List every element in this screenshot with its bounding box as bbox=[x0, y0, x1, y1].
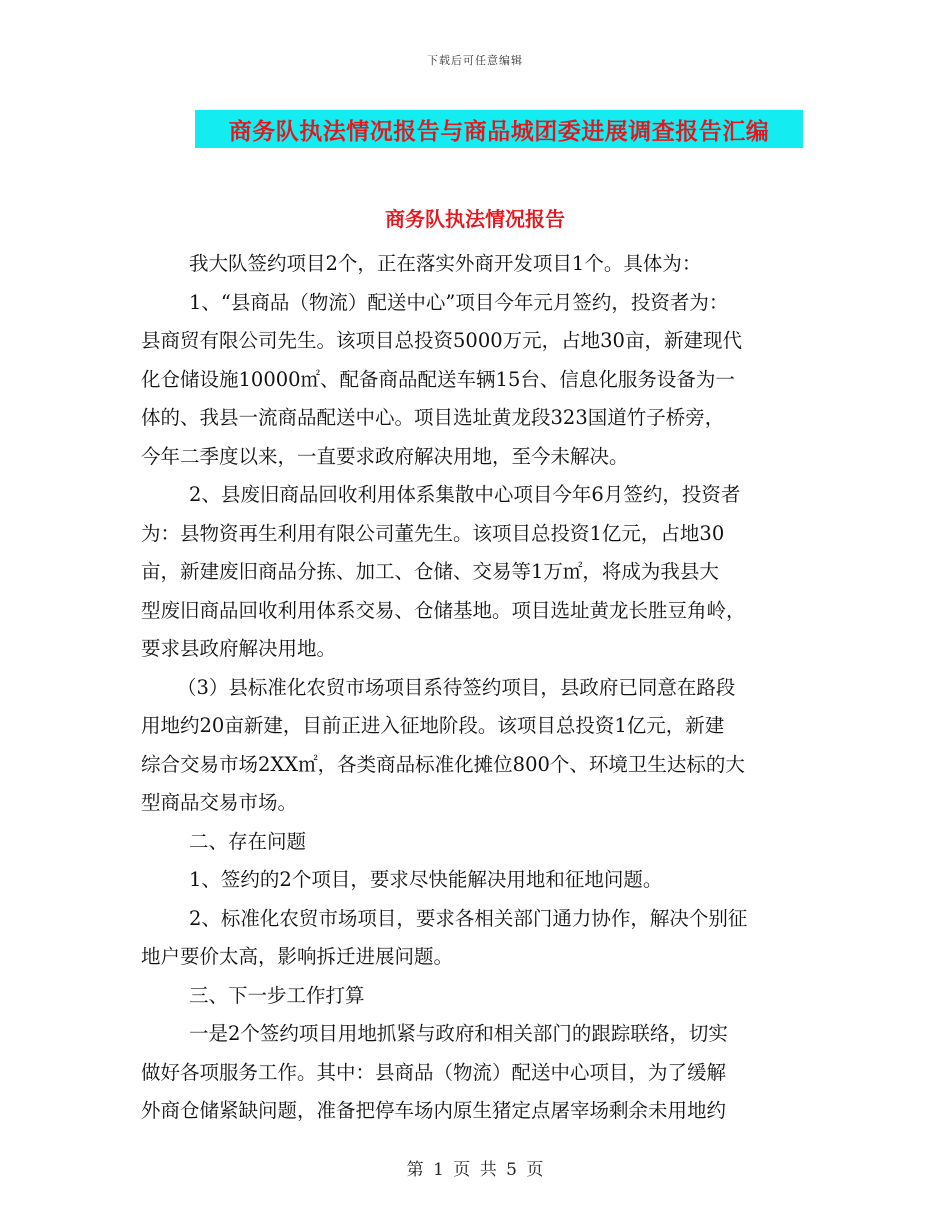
body-line: 综合交易市场2XX㎡，各类商品标准化摊位800个、环境卫生达标的大 bbox=[141, 752, 745, 776]
body-line: 亩，新建废旧商品分拣、加工、仓储、交易等1万㎡，将成为我县大 bbox=[141, 560, 719, 583]
body-line: 型商品交易市场。 bbox=[141, 791, 298, 814]
body-line: 县商贸有限公司先生。该项目总投资5000万元，占地30亩，新建现代 bbox=[141, 329, 742, 352]
page-header-note: 下载后可任意编辑 bbox=[427, 54, 523, 67]
body-line: 1、签约的2个项目，要求尽快能解决用地和征地问题。 bbox=[189, 868, 663, 891]
body-line: 化仓储设施10000㎡、配备商品配送车辆15台、信息化服务设备为一 bbox=[141, 367, 735, 391]
body-line: 我大队签约项目2个，正在落实外商开发项目1个。具体为： bbox=[189, 252, 702, 275]
body-line: 2、标准化农贸市场项目，要求各相关部门通力协作，解决个别征 bbox=[189, 906, 748, 930]
body-line: 用地约20亩新建，目前正进入征地阶段。该项目总投资1亿元，新建 bbox=[141, 714, 725, 737]
body-line: 一是2个签约项目用地抓紧与政府和相关部门的跟踪联络，切实 bbox=[189, 1022, 728, 1045]
body-line: 要求县政府解决用地。 bbox=[141, 637, 337, 660]
main-title: 商务队执法情况报告与商品城团委进展调查报告汇编 bbox=[228, 118, 770, 145]
body-line: 地户要价太高，影响拆迁进展问题。 bbox=[141, 945, 454, 968]
body-line: 2、县废旧商品回收利用体系集散中心项目今年6月签约，投资者 bbox=[189, 483, 741, 506]
main-title-highlight bbox=[195, 110, 803, 148]
page-number: 第 1 页 共 5 页 bbox=[406, 1160, 544, 1180]
body-line: 做好各项服务工作。其中：县商品（物流）配送中心项目，为了缓解 bbox=[141, 1060, 727, 1084]
body-line: 为：县物资再生利用有限公司董先生。该项目总投资1亿元，占地30 bbox=[141, 521, 725, 545]
body-line: 型废旧商品回收利用体系交易、仓储基地。项目选址黄龙长胜豆角岭， bbox=[141, 598, 746, 622]
body-line: 外商仓储紧缺问题，准备把停车场内原生猪定点屠宰场剩余未用地约 bbox=[141, 1099, 727, 1122]
body-line: 1、“县商品（物流）配送中心”项目今年元月签约，投资者为： bbox=[189, 290, 729, 314]
body-line: 体的、我县一流商品配送中心。项目选址黄龙段323国道竹子桥旁， bbox=[141, 406, 725, 429]
body-line: 今年二季度以来，一直要求政府解决用地，至今未解决。 bbox=[141, 444, 629, 468]
section-title: 商务队执法情况报告 bbox=[385, 207, 565, 231]
document-body bbox=[141, 245, 811, 1131]
body-heading: 三、下一步工作打算 bbox=[189, 983, 365, 1007]
body-heading: 二、存在问题 bbox=[189, 829, 307, 853]
body-line: （3）县标准化农贸市场项目系待签约项目，县政府已同意在路段 bbox=[177, 675, 736, 699]
